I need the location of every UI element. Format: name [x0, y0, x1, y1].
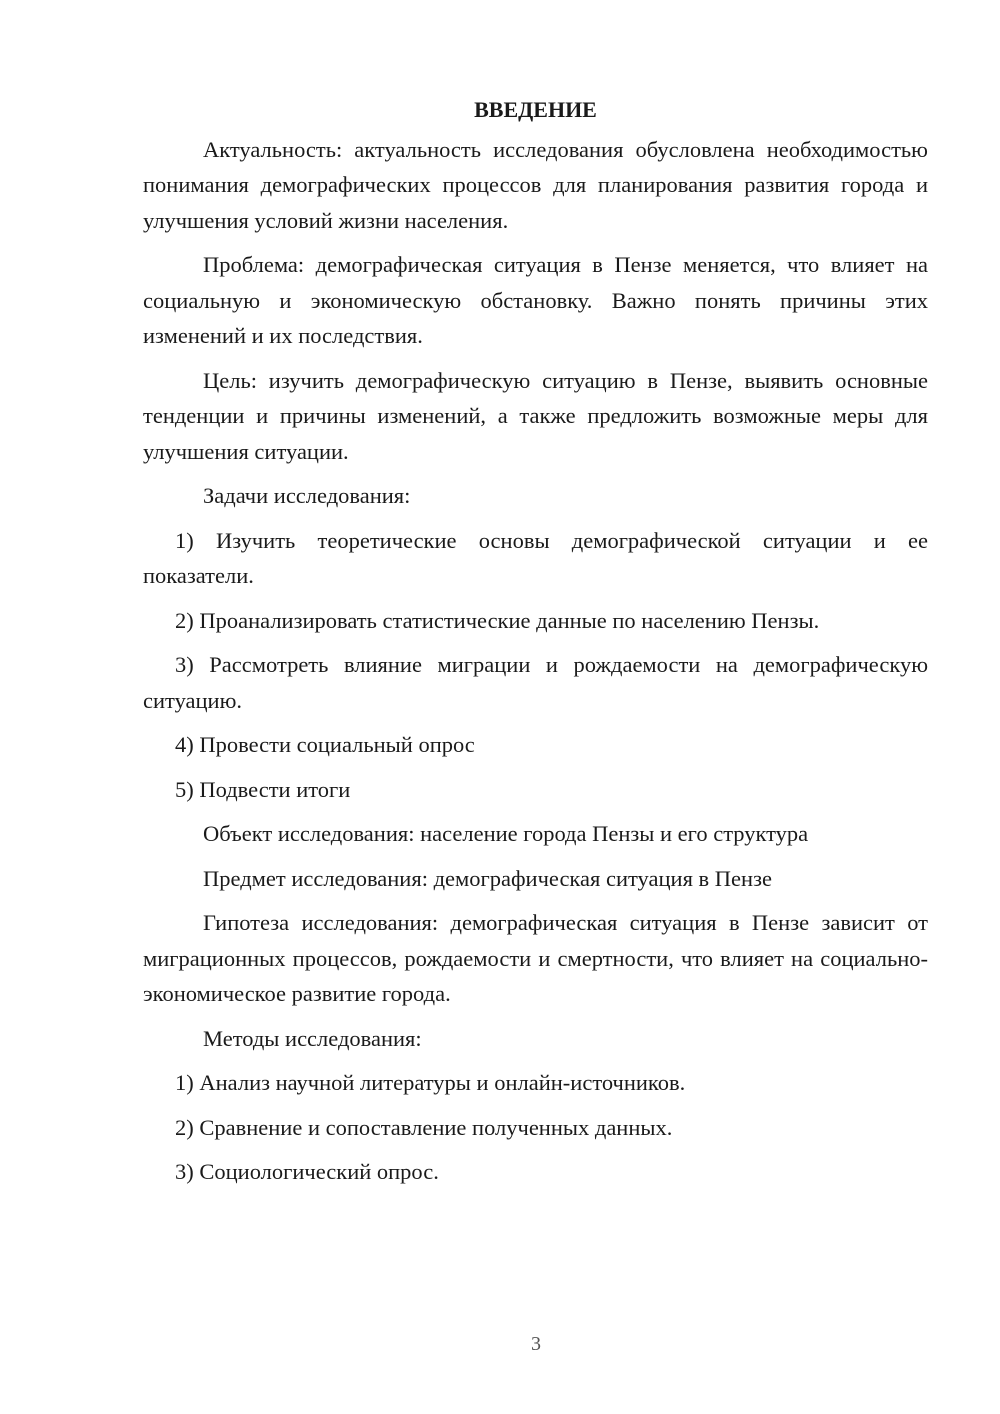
page-number: 3	[531, 1333, 541, 1355]
method-item: 2) Сравнение и сопоставление полученных данных.	[175, 1114, 673, 1140]
task-item: 4) Провести социальный опрос	[175, 732, 475, 757]
task-item: 5) Подвести итоги	[175, 776, 351, 802]
section-title: ВВЕДЕНИЕ	[474, 97, 597, 122]
problem-paragraph: Проблема: демографическая ситуация в Пензе меняется, что влияет на социальную и экономическую обстановку. Важно понять причины этих изменений и их последствия.	[143, 252, 928, 348]
task-item: 3) Рассмотреть влияние миграции и рождаемости на демографическую ситуацию.	[143, 652, 928, 713]
relevance-paragraph: Актуальность: актуальность исследования обусловлена необходимостью понимания демографических процессов для планирования развития города и улучшения условий жизни населения.	[143, 136, 928, 233]
task-item: 1) Изучить теоретические основы демографической ситуации и ее показатели.	[143, 527, 928, 588]
object-paragraph: Объект исследования: население города Пензы и его структура	[203, 821, 809, 846]
tasks-heading: Задачи исследования:	[203, 483, 411, 508]
method-item: 3) Социологический опрос.	[175, 1159, 439, 1184]
methods-heading: Методы исследования:	[203, 1025, 422, 1051]
method-item: 1) Анализ научной литературы и онлайн-источников.	[175, 1070, 686, 1095]
goal-paragraph: Цель: изучить демографическую ситуацию в Пензе, выявить основные тенденции и причины изменений, а также предложить возможные меры для улучшения ситуации.	[143, 367, 928, 464]
page-content	[143, 92, 928, 1199]
subject-paragraph: Предмет исследования: демографическая ситуация в Пензе	[203, 865, 772, 891]
hypothesis-paragraph: Гипотеза исследования: демографическая ситуация в Пензе зависит от миграционных процессов, рождаемости и смертности, что влияет на социально-экономическое развитие города.	[143, 910, 928, 1006]
task-item: 2) Проанализировать статистические данные по населению Пензы.	[175, 607, 820, 633]
